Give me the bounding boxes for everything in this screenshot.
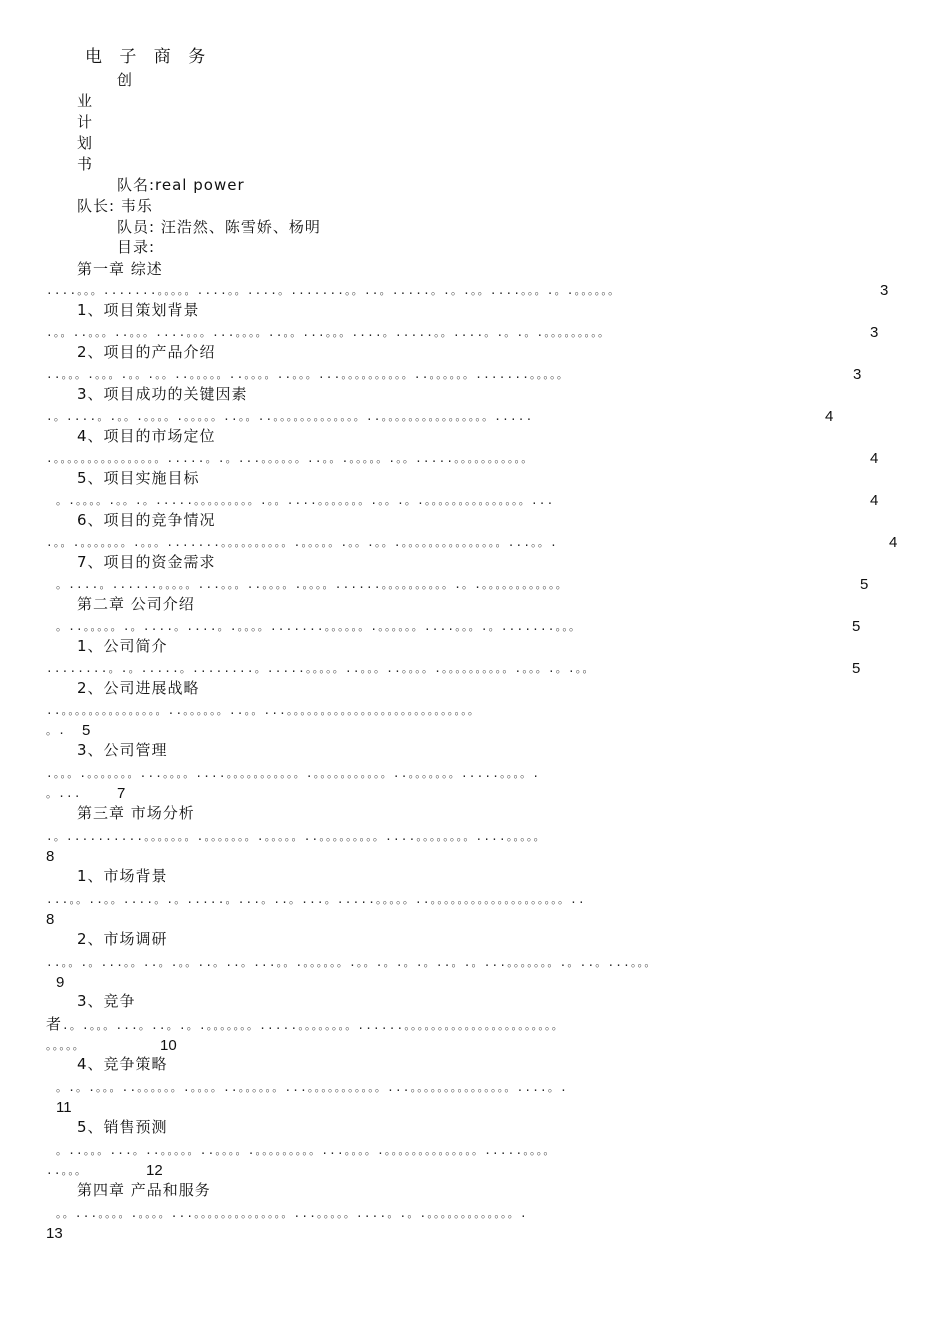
toc-entry-label: 第四章 产品和服务 [77,1181,211,1199]
toc-entry-label: 7、项目的资金需求 [77,553,216,571]
toc-entry-label: 5、项目实施目标 [77,469,200,487]
toc-page-number: 4 [889,534,898,551]
toc-entry-label: 3、项目成功的关键因素 [77,385,248,403]
title-vertical-char: 业 [77,92,94,110]
toc-leader-dots: ...。。..。。....。.。.....。...。..。...。.....。。。。。..。。。。。。。。。。。。。。。。。。。。.. [46,894,586,905]
toc-entry-label: 第一章 综述 [77,260,163,278]
toc-page-number: 4 [870,492,879,509]
title-vertical-char: 书 [77,155,94,173]
toc-page-number: 9 [56,974,65,991]
toc-entry-label: 1、项目策划背景 [77,301,200,319]
toc-page-number: 8 [46,911,55,928]
toc-leader-dots: .。。。。。。。。。。。。。。。。.....。.。...。。。。。。..。。.。。。。。.。。.....。。。。。。。。。。。 [46,453,534,464]
toc-leader-dots: ..。。.。...。。..。.。。..。..。...。。.。。。。。。.。。.。.。.。..。.。...。。。。。。。.。..。...。。。 [46,957,657,968]
toc-entry-label: 3、公司管理 [77,741,168,759]
toc-page-number: 13 [46,1225,63,1242]
toc-entry-label: 1、公司简介 [77,637,168,655]
toc-leader-dots: 。.。.。。。..。。。。。。.。。。。..。。。。。。...。。。。。。。。。。。...。。。。。。。。。。。。。。。....。. [56,1082,568,1093]
toc-leader-dots: ....。。。.......。。。。。....。。....。.......。。..。.....。.。.。。....。。。.。.。。。。。。 [46,285,621,296]
toc-entry-label: 第三章 市场分析 [77,804,195,822]
toc-leader-dots: 。... [46,788,82,799]
toc-leader-dots: .。.。。。...。..。.。.。。。。。。。.....。。。。。。。。......。。。。。。。。。。。。。。。。。。。。。。。 [62,1020,564,1031]
team-captain: 队长: 韦乐 [77,197,153,215]
toc-leader-dots: 。....。......。。。。。...。。。..。。。。.。。。。......。。。。。。。。。。.。.。。。。。。。。。。。。 [56,579,568,590]
toc-entry-label: 4、项目的市场定位 [77,427,216,445]
title-vertical-char: 创 [117,71,134,89]
toc-leader-dots: ..。。。。。。。。。。。。。。。..。。。。。。..。。...。。。。。。。。。。。。。。。。。。。。。。。。。。。。 [46,705,481,716]
document-title: 电 子 商 务 [85,47,212,67]
toc-label: 目录: [117,238,156,256]
toc-leader-dots: .。..........。。。。。。。.。。。。。。。.。。。。。..。。。。。。。。。....。。。。。。。。....。。。。。 [46,831,546,842]
toc-leader-dots: ..。。。 [46,1165,88,1176]
title-vertical-char: 计 [77,113,94,131]
toc-leader-dots: 。. [46,725,67,736]
toc-leader-dots: .。。..。。。..。。。....。。。...。。。。..。。...。。。....。.....。。....。.。.。.。。。。。。。。。 [46,327,611,338]
toc-page-number: 5 [860,576,869,593]
toc-leader-dots: 。..。。。。。.。....。....。.。。。。.......。。。。。。.。。。。。。....。。。.。.......。。。 [56,621,582,632]
toc-leader-dots: ........。.。.....。........。.....。。。。。..。。。..。。。。.。。。。。。。。。。.。。。.。.。。 [46,663,595,674]
toc-leader-dots: .。....。.。。.。。。。.。。。。。..。。..。。。。。。。。。。。。。..。。。。。。。。。。。。。。。。..... [46,411,534,422]
toc-page-number: 3 [870,324,879,341]
toc-page-number: 7 [117,785,126,802]
toc-page-number: 3 [853,366,862,383]
toc-page-number: 4 [870,450,879,467]
toc-page-number: 3 [880,282,889,299]
team-members: 队员: 汪浩然、陈雪娇、杨明 [117,218,321,236]
toc-entry-label: 2、项目的产品介绍 [77,343,216,361]
toc-page-number: 5 [852,618,861,635]
toc-entry-label: 6、项目的竞争情况 [77,511,216,529]
toc-entry-label: 4、竞争策略 [77,1055,168,1073]
toc-leader-dots: .。。。.。。。。。。。...。。。。....。。。。。。。。。。。.。。。。。。。。。。。..。。。。。。。.....。。。。. [46,768,541,779]
toc-entry-label: 2、市场调研 [77,930,168,948]
toc-entry-label: 3、竞争 [77,992,136,1010]
toc-leader-dots: .。。.。。。。。。。.。。。.......。。。。。。。。。。.。。。。。.。。.。。.。。。。。。。。。。。。。。。...。。. [46,537,558,548]
toc-entry-label: 2、公司进展战略 [77,679,200,697]
toc-entry-label-continuation: 者 [46,1015,63,1033]
toc-page-number: 5 [82,722,91,739]
toc-leader-dots: 。..。。。...。..。。。。。..。。。。.。。。。。。。。。...。。。。.。。。。。。。。。。。。。。.....。。。。 [56,1145,556,1156]
title-vertical-char: 划 [77,134,94,152]
toc-entry-label: 1、市场背景 [77,867,168,885]
team-name: 队名:real power [117,176,245,194]
toc-page-number: 4 [825,408,834,425]
toc-page-number: 8 [46,848,55,865]
toc-leader-dots: ..。。。.。。。.。。.。。..。。。。。..。。。。..。。。...。。。。。。。。。。..。。。。。。.......。。。。。 [46,369,570,380]
toc-leader-dots: 。。...。。。。.。。。。...。。。。。。。。。。。。。。...。。。。。....。.。.。。。。。。。。。。。。。. [56,1208,528,1219]
toc-entry-label: 5、销售预测 [77,1118,168,1136]
toc-leader-dots: 。。。。。 [46,1040,85,1051]
toc-page-number: 5 [852,660,861,677]
toc-page-number: 11 [56,1099,72,1116]
toc-leader-dots: 。.。。。。.。。.。.....。。。。。。。。。.。。....。。。。。。。.。。.。.。。。。。。。。。。。。。。。... [56,495,555,506]
toc-page-number: 12 [146,1162,163,1179]
toc-entry-label: 第二章 公司介绍 [77,595,195,613]
toc-page-number: 10 [160,1037,177,1054]
